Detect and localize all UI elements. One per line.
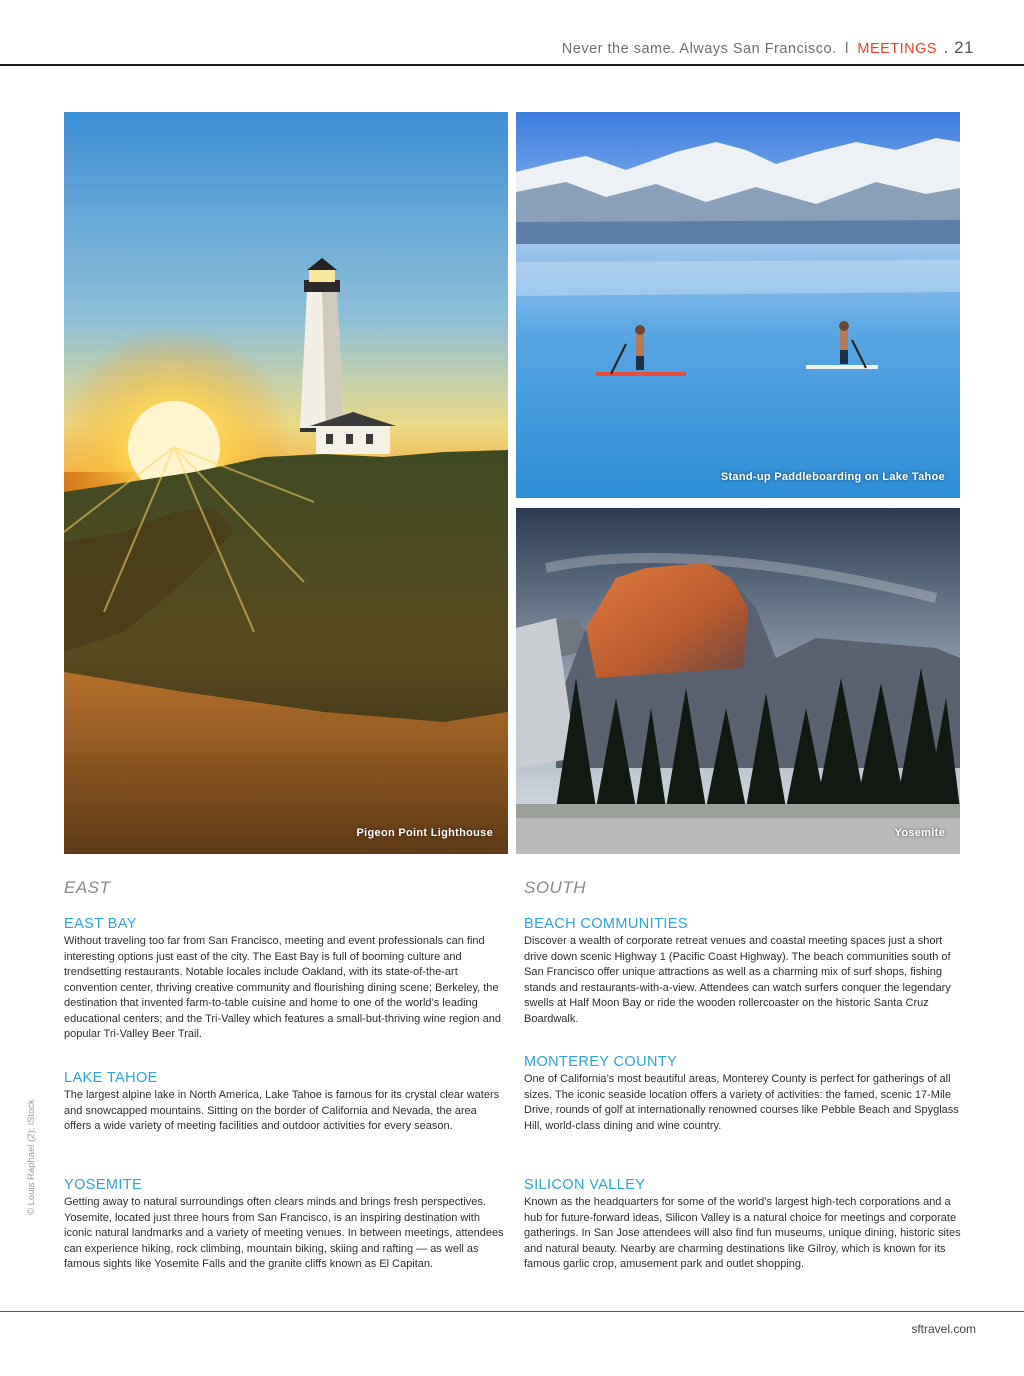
footer-rule xyxy=(0,1311,1024,1312)
article-body: One of California’s most beautiful areas, Monterey County is perfect for gatherings of all sizes. The iconic seaside location offers a variety of activities: the famed, scenic 17-Mile Drive, rounds of golf at internationally renowned courses like Pebble Beach and Spyglass Hill, world-class dining and wine country. xyxy=(524,1073,959,1132)
header-separator: l xyxy=(845,41,849,57)
article-lake-tahoe xyxy=(64,1070,504,1135)
article-body: Without traveling too far from San Francisco, meeting and event professionals can find interesting options just east of the city. The East Bay is full of booming culture and trendsetting restaurants. Notable locales include Oakland, with its state-of-the-art convention center, thriving creative community and flourishing dining scene; Berkeley, the destination that invented farm-to-table cuisine and home to one of the world’s leading educational centers; and the Tri-Valley which features a small-but-thriving wine region and popular Tri-Valley Beer Trail. xyxy=(64,935,501,1040)
header-section: MEETINGS xyxy=(857,41,938,57)
article-yosemite xyxy=(64,1177,504,1273)
article-title: EAST BAY xyxy=(64,916,137,932)
page-number: . 21 xyxy=(943,38,974,57)
article-beach-communities xyxy=(524,916,964,1027)
article-title: MONTEREY COUNTY xyxy=(524,1054,678,1070)
article-monterey-county xyxy=(524,1054,964,1134)
article-title: BEACH COMMUNITIES xyxy=(524,916,688,932)
article-body: Getting away to natural surroundings often clears minds and brings fresh perspectives. Yosemite, located just three hours from San Francisco, is an inspiring destination with iconic natural landmarks and a variety of meeting venues. In between meetings, attendees can experience hiking, rock climbing, mountain biking, skiing and rafting — as well as famous sights like Yosemite Falls and the granite cliffs known as El Capitan. xyxy=(64,1196,504,1270)
photo-caption-lighthouse: Pigeon Point Lighthouse xyxy=(356,827,493,839)
photo-caption-yosemite: Yosemite xyxy=(894,827,945,839)
article-east-bay xyxy=(64,916,504,1043)
region-heading-south: SOUTH xyxy=(524,878,586,897)
running-header xyxy=(562,38,974,58)
header-rule xyxy=(0,64,1024,66)
article-body: The largest alpine lake in North America, Lake Tahoe is famous for its crystal clear waters and snowcapped mountains. Sitting on the border of California and Nevada, the area offers a wide variety of meeting facilities and outdoor activities for every season. xyxy=(64,1089,500,1132)
article-title: SILICON VALLEY xyxy=(524,1177,646,1193)
header-tagline: Never the same. Always San Francisco. xyxy=(561,41,837,57)
lake-tahoe-photo xyxy=(516,112,960,498)
lighthouse-photo xyxy=(64,112,508,854)
photo-credit: © Louis Raphael (2); iStock xyxy=(26,1099,37,1215)
article-body: Known as the headquarters for some of the world’s largest high-tech corporations and a hub for future-forward ideas, Silicon Valley is a natural choice for meetings and corporate gatherings. In San Jose attendees will also find fun museums, unique dining, historic sites and natural beauty. Nearby are charming destinations like Gilroy, which is known for its famous garlic crop, amusement park and outlet shopping. xyxy=(524,1196,961,1270)
yosemite-photo xyxy=(516,508,960,854)
photo-caption-tahoe: Stand-up Paddleboarding on Lake Tahoe xyxy=(720,471,945,483)
article-title: YOSEMITE xyxy=(64,1177,143,1193)
footer-url[interactable]: sftravel.com xyxy=(911,1322,976,1336)
region-heading-east: EAST xyxy=(64,878,111,897)
article-body: Discover a wealth of corporate retreat venues and coastal meeting spaces just a short drive down scenic Highway 1 (Pacific Coast Highway). The beach communities south of San Francisco offer unique attractions as well as a charming mix of surf shops, fishing stands and restaurants-with-a-view. Attendees can watch surfers conquer the legendary swells at Half Moon Bay or ride the wooden rollercoaster on the historic Santa Cruz Boardwalk. xyxy=(524,935,951,1025)
article-silicon-valley xyxy=(524,1177,964,1273)
article-title: LAKE TAHOE xyxy=(64,1070,158,1086)
